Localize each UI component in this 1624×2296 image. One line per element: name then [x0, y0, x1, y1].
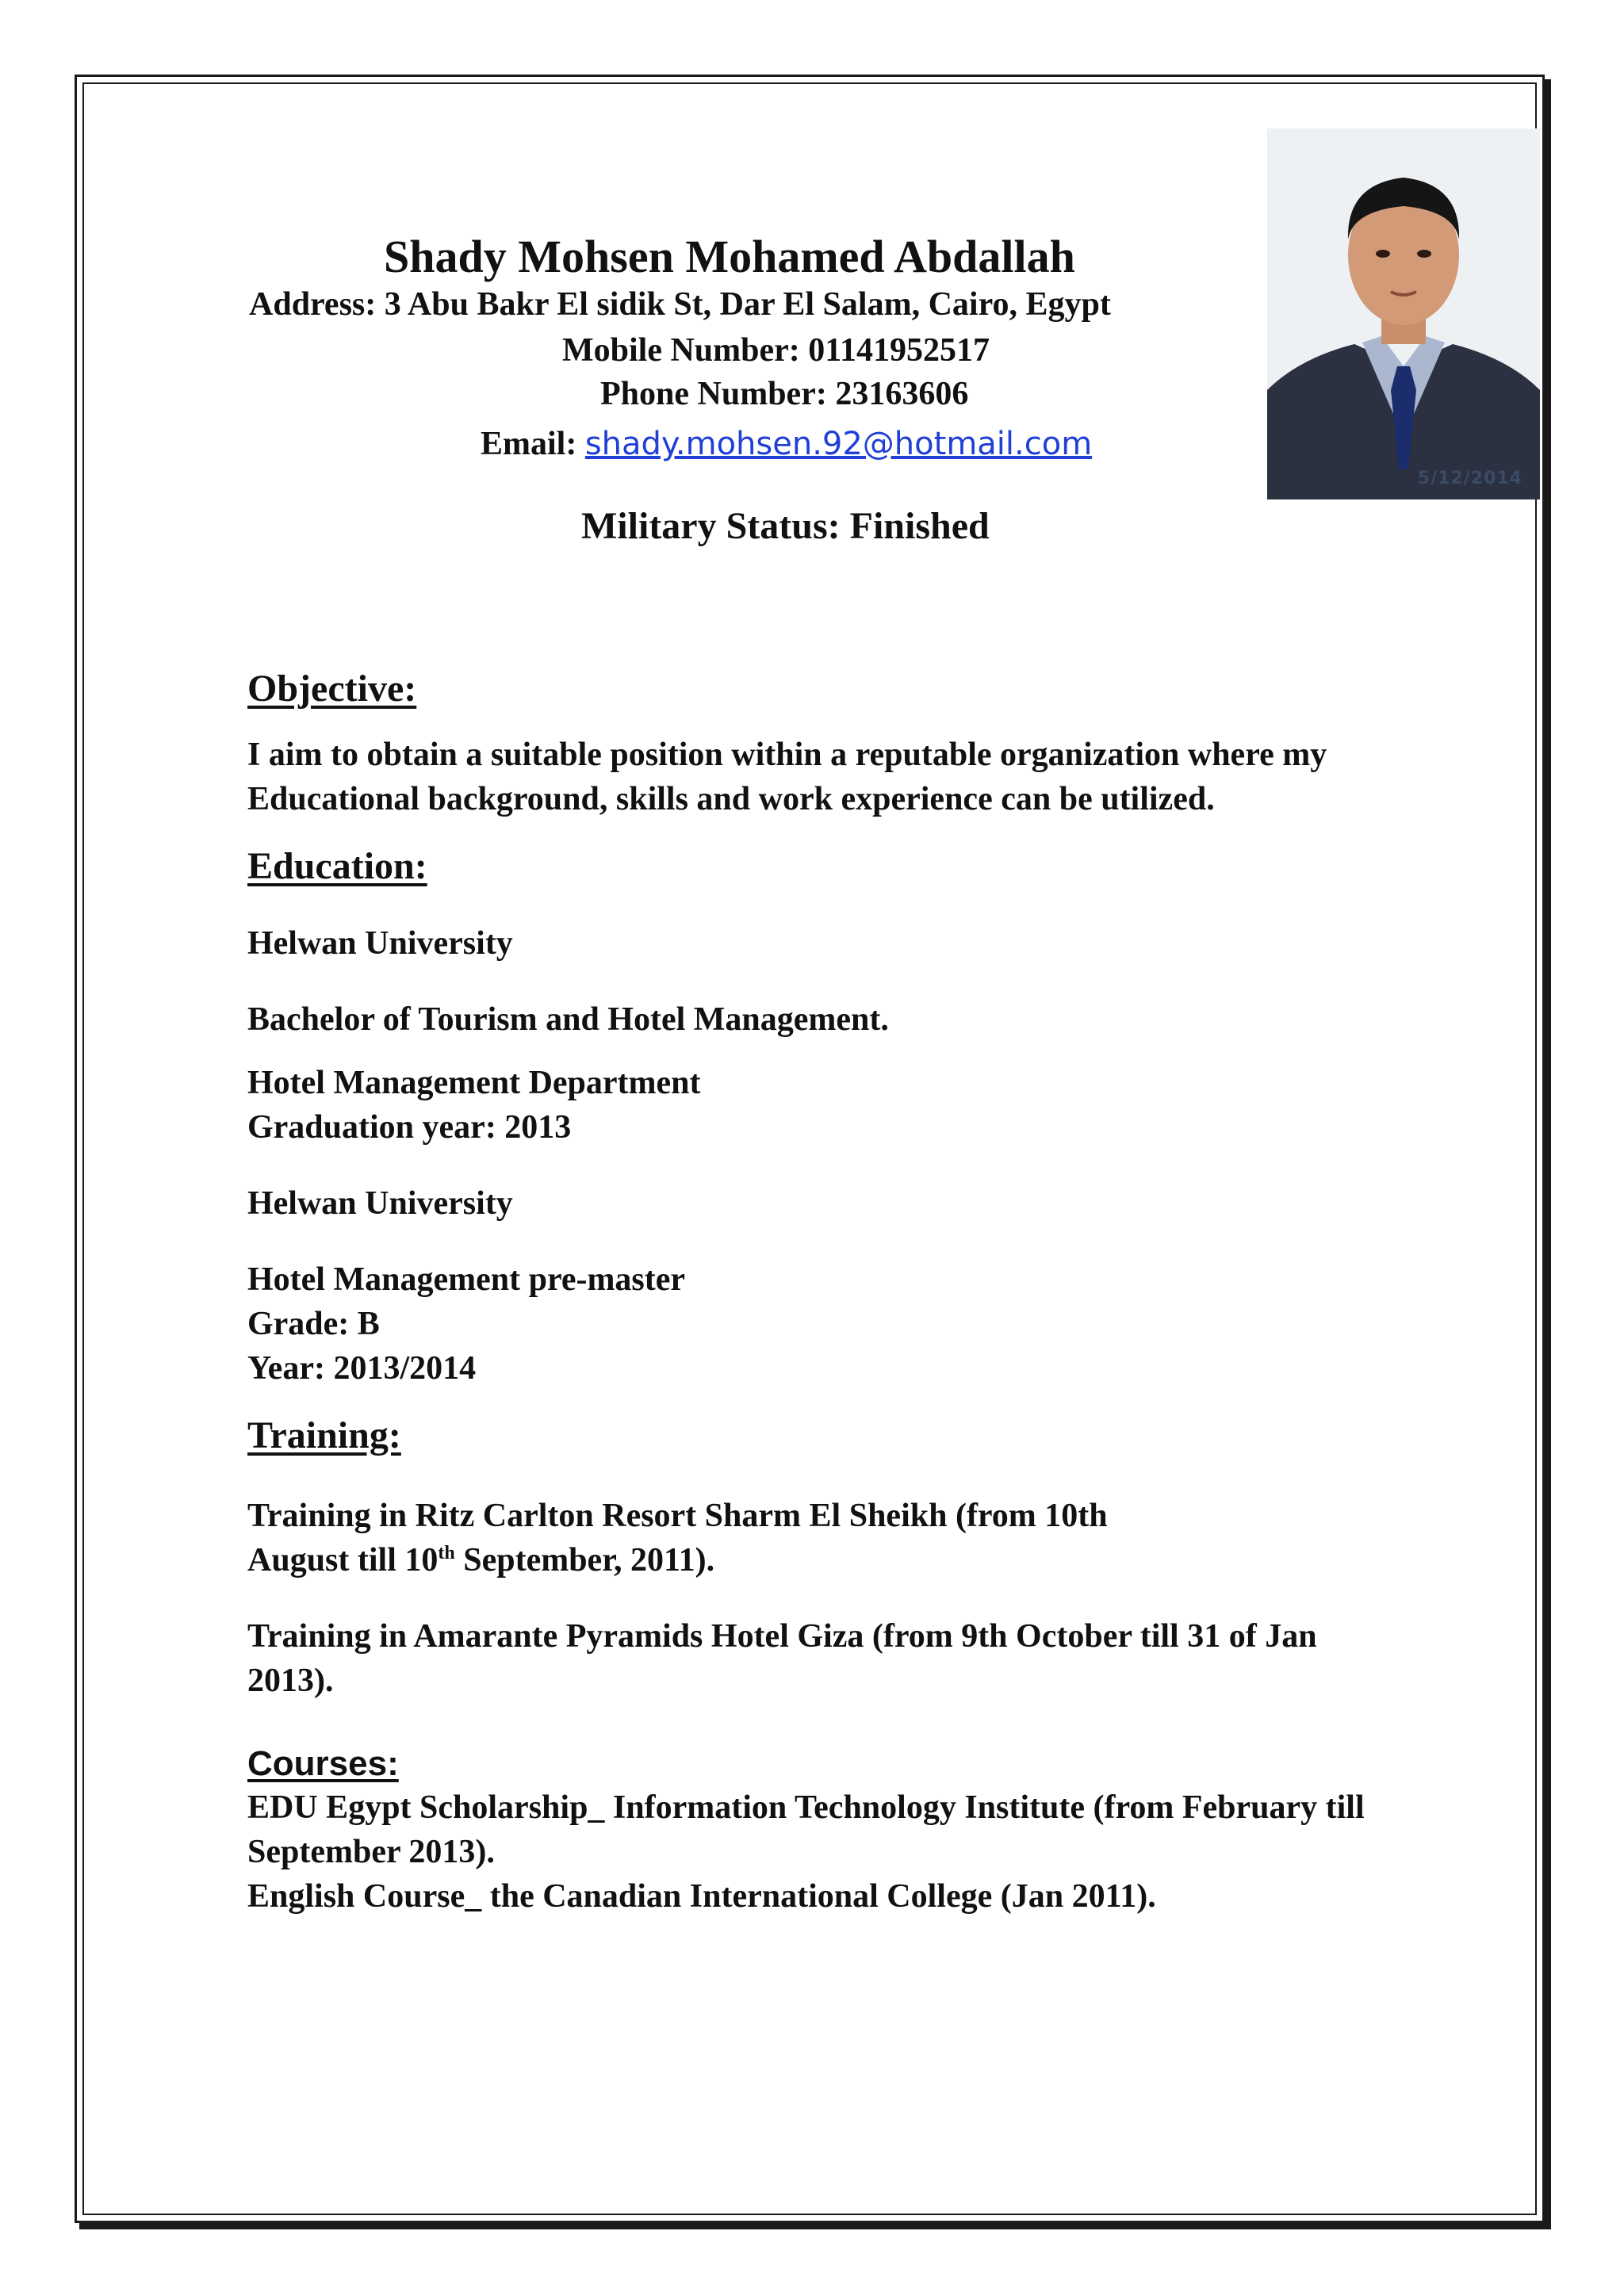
military-status: Military Status: Finished [581, 505, 990, 547]
course-item: EDU Egypt Scholarship_ Information Technology Institute (from February till September 2013). [247, 1789, 1365, 1870]
training-item-ritz-line2 [247, 1538, 1381, 1582]
course-item: English Course_ the Canadian International College (Jan 2011). [247, 1878, 1156, 1915]
education-entry: Year: 2013/2014 [247, 1350, 477, 1387]
training-item-ritz-superscript: th [438, 1543, 455, 1563]
training-item-ritz-text-b: September, 2011). [454, 1542, 715, 1578]
page-border-shadow-bottom [79, 2223, 1551, 2229]
phone-number-line: Phone Number: 23163606 [600, 376, 969, 412]
training-item-ritz-text-a: August till 10 [247, 1542, 439, 1578]
education-entry: Helwan University [247, 1185, 513, 1222]
page-border-shadow-right [1545, 79, 1551, 2229]
education-entry: Helwan University [247, 925, 513, 962]
email-link[interactable]: shady.mohsen.92@hotmail.com [584, 426, 1093, 462]
training-item-ritz-line1: Training in Ritz Carlton Resort Sharm El Sheikh (from 10th [247, 1498, 1108, 1534]
candidate-name: Shady Mohsen Mohamed Abdallah [384, 231, 1075, 282]
education-title: Education: [247, 845, 427, 887]
training-title: Training: [247, 1414, 401, 1456]
email-line [481, 425, 1092, 463]
education-entry: Grade: B [247, 1306, 380, 1342]
photo-date-stamp: 5/12/2014 [1417, 469, 1522, 488]
email-label: Email: [481, 426, 577, 462]
resume-body [247, 664, 1381, 1919]
training-item-amarante: Training in Amarante Pyramids Hotel Giza (from 9th October till 31 of Jan 2013). [247, 1618, 1317, 1699]
education-entry: Bachelor of Tourism and Hotel Management. [247, 1001, 889, 1038]
education-entry: Hotel Management Department [247, 1065, 701, 1101]
education-entry: Hotel Management pre-master [247, 1261, 686, 1298]
education-entry: Graduation year: 2013 [247, 1109, 572, 1146]
address-line: Address: 3 Abu Bakr El sidik St, Dar El Salam, Cairo, Egypt [249, 286, 1111, 323]
objective-title: Objective: [247, 668, 417, 710]
profile-photo [1267, 128, 1540, 499]
courses-title: Courses: [247, 1744, 399, 1783]
objective-text: I aim to obtain a suitable position within a reputable organization where my Educational background, skills and work experience can be utilized. [247, 737, 1327, 817]
mobile-number-line: Mobile Number: 01141952517 [562, 332, 990, 369]
